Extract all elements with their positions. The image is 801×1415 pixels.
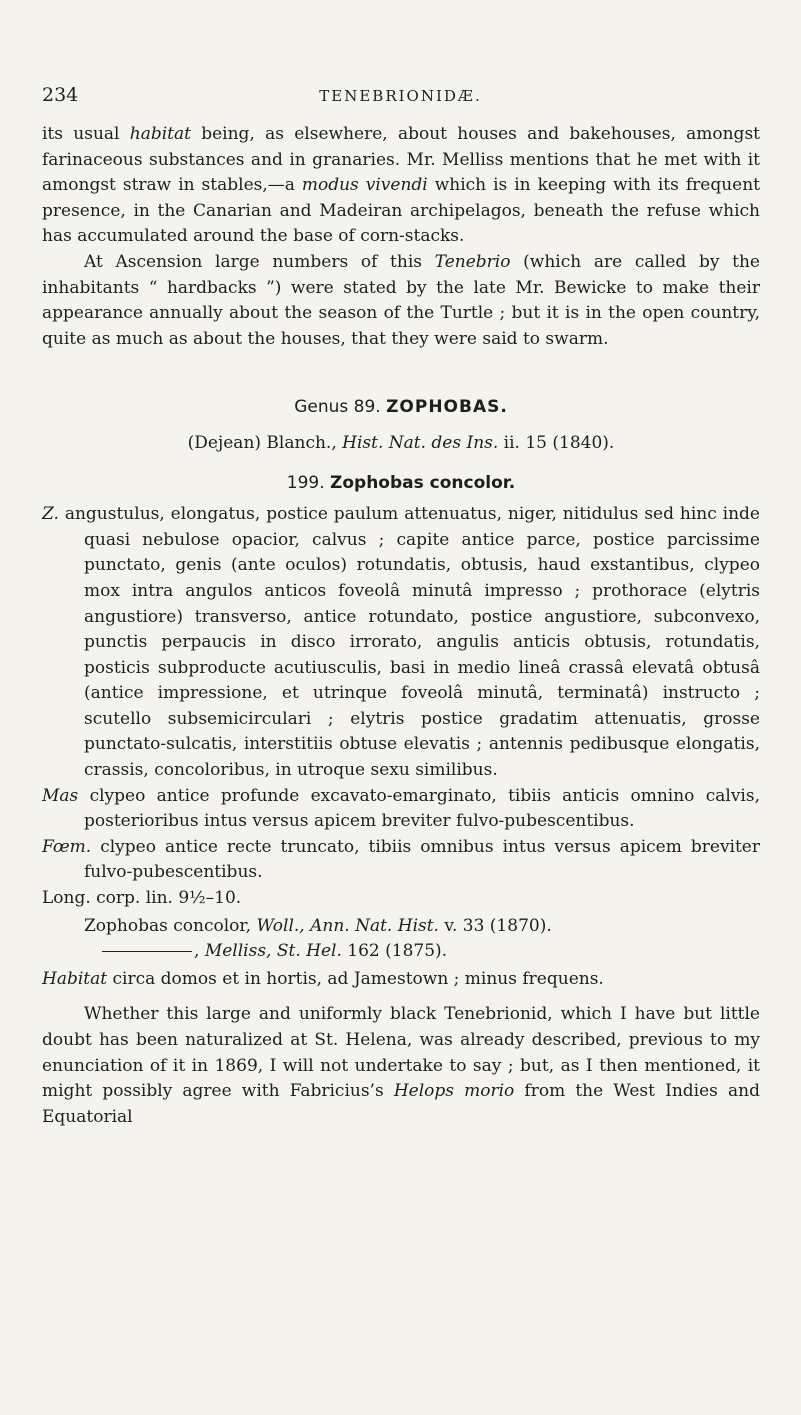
female-description: Fœm. clypeo antice recte truncato, tibiis omnibus intus versus apicem breviter fulvo-pubescentibus.	[42, 836, 760, 883]
genus-heading: Genus 89. ZOPHOBAS.	[294, 397, 508, 418]
habitat-line: Habitat circa domos et in hortis, ad Jamestown ; minus frequens.	[42, 968, 604, 989]
species-heading: 199. Zophobas concolor.	[286, 472, 516, 493]
intro-paragraph-2: At Ascension large numbers of this Tenebrio (which are called by the inhabitants “ hardbacks ”) were stated by the late Mr. Bewicke to make their appearance annually about the season of the Turtle ; but it is in the open country, quite as much as about the houses, that they were said to swarm.	[42, 251, 760, 349]
species-name: Zophobas concolor.	[330, 472, 516, 493]
intro-paragraph-1: its usual habitat being, as elsewhere, about houses and bakehouses, amongst farinaceous substances and in granaries. Mr. Melliss mentions that he met with it amongst straw in stables,—a modus vivendi which is in keeping with its frequent presence, in the Canarian and Madeiran archipelagos, beneath the refuse which has accumulated around the base of corn-stacks.	[42, 124, 760, 247]
body-length: Long. corp. lin. 9½–10.	[42, 888, 242, 909]
synonymy-1: Zophobas concolor, Woll., Ann. Nat. Hist. v. 33 (1870).	[84, 915, 552, 936]
species-description: Z. angustulus, elongatus, postice paulum attenuatus, niger, nitidulus sed hinc inde quasi nebulose opacior, calvus ; capite antice parce, postice parcissime punctato, genis (ante oculos) rotundatis, obtusis, haud exstantibus, clypeo mox intra angulos anticos foveolâ minutâ impresso ; prothorace (elytris angustiore) transverso, antice rotundato, postice angustiore, subconvexo, punctis perpaucis in disco irrorato, angulis anticis obtusis, rotundatis, posticis subproducte acutiusculis, basi in medio lineâ crassâ elevatâ obtusâ (antice impressione, et utrinque foveolâ minutâ, terminatâ) instructo ; scutello subsemicirculari ; elytris postice gradatim attenuatis, grosse punctato-sulcatis, interstitiis obtuse elevatis ; antennis pedibusque elongatis, crassis, concoloribus, in utroque sexu similibus.	[42, 504, 760, 781]
genus-citation: (Dejean) Blanch., Hist. Nat. des Ins. ii. 15 (1840).	[187, 432, 615, 453]
page-body	[42, 122, 760, 1130]
running-title: TENEBRIONIDÆ.	[319, 87, 482, 105]
genus-name: ZOPHOBAS.	[386, 397, 508, 418]
closing-paragraph: Whether this large and uniformly black Tenebrionid, which I have but little doubt has been naturalized at St. Helena, was already described, previous to my enunciation of it in 1869, I will not undertake to say ; but, as I then mentioned, it might possibly agree with Fabricius’s Helops morio from the West Indies and Equatorial	[42, 1004, 760, 1127]
ditto-rule	[102, 951, 192, 952]
running-head	[0, 84, 801, 114]
page-number: 234	[42, 84, 79, 106]
synonymy-2: , Melliss, St. Hel. 162 (1875).	[42, 939, 760, 965]
male-description: Mas clypeo antice profunde excavato-emarginato, tibiis anticis omnino calvis, posterioribus intus versus apicem breviter fulvo-pubescentibus.	[42, 785, 760, 832]
